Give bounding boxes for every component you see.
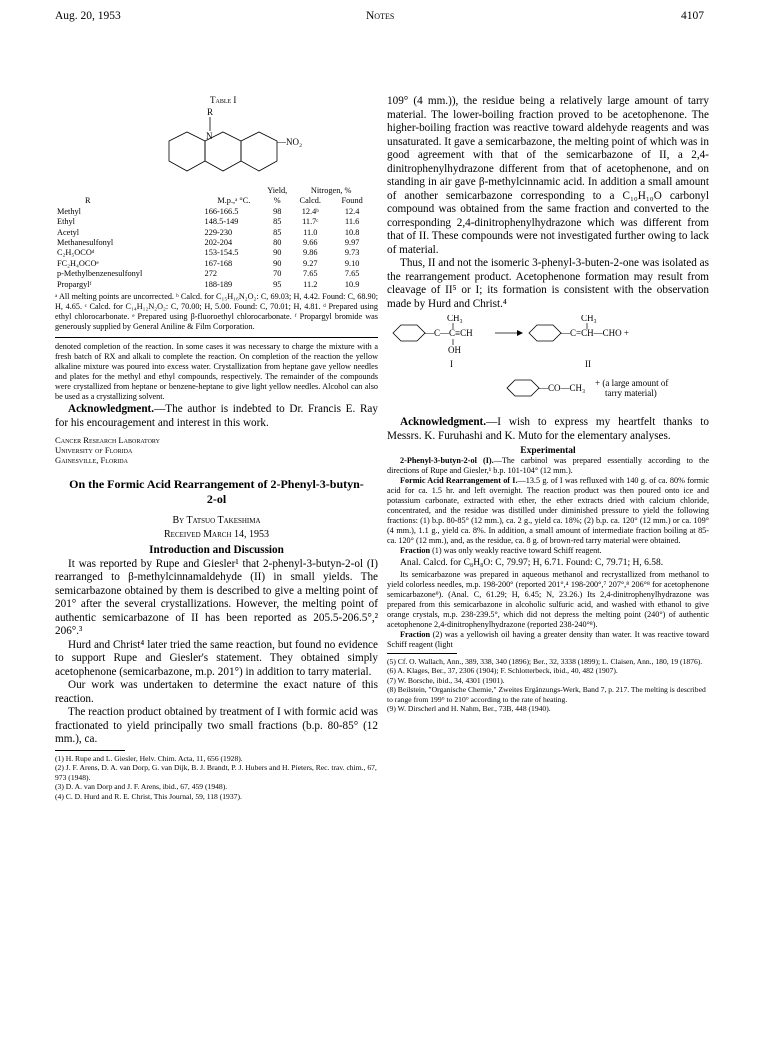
- left-acknowledgment: [55, 403, 378, 430]
- left-column: [55, 95, 378, 802]
- col-calcd: Calcd.: [299, 196, 321, 206]
- col-nitrogen: Nitrogen, %: [310, 186, 352, 195]
- cell-r: Methanesulfonyl: [57, 238, 114, 248]
- analysis-line: Anal. Calcd. for C₈H₈O: C, 79.97; H, 6.71. Found: C, 79.71; H, 6.58.: [400, 558, 664, 568]
- cell-calcd: 9.86: [303, 248, 318, 258]
- exp-label: Formic Acid Rearrangement of I.: [400, 476, 518, 485]
- ack-label: Acknowledgment.: [400, 416, 487, 428]
- table-block: [55, 95, 378, 332]
- running-section: Notes: [366, 10, 395, 22]
- table-row: [55, 207, 373, 217]
- affiliation-line: Cancer Research Laboratory: [55, 435, 160, 446]
- scheme-compound-i: —C—C≡CH: [425, 328, 473, 338]
- table-footnotes: ᵃ All melting points are uncorrected. ᵇ Calcd. for C₁₅H₁₆N₂O₂: C, 69.03; H, 4.42. Found: C, 68.90; H, 4.65. ᶜ Calcd. for C₁₄H₁₂N₂O₂: C, 70.00; H, 5.00. Found: C, 70.01; H, 4.81. ᵈ Prepared using ethyl chlorocarbonate. ᵉ Prepared using β-fluoroethyl chlorocarbonate. ᶠ Propargyl bromide was generously supplied by General Aniline & Film Corporation.: [55, 292, 378, 332]
- cell-r: p-Methylbenzenesulfonyl: [57, 269, 143, 279]
- cell-found: 9.10: [344, 258, 360, 268]
- cell-yield: 90: [273, 258, 282, 268]
- cell-r: Propargylᶠ: [57, 279, 92, 289]
- table-row: [55, 217, 373, 227]
- scheme-tarry2: tarry material): [605, 388, 657, 398]
- cell-mp: 153-154.5: [204, 248, 239, 258]
- experimental-continued: denoted completion of the reaction. In some cases it was necessary to charge the mixture with a fresh batch of RX and alkali to complete the reaction. On completion of the reaction the yellow alkaline mixture was poured into excess water. Crystallization from heptane gave yellow needles and plates for the methyl and ethyl compounds, respectively. The remainder of the compounds were crystallized from heptane or benzene-heptane to give light yellow needles. Alcohol can also be used as a crystallizing solvent.: [55, 342, 378, 402]
- reaction-scheme: [387, 315, 709, 411]
- cell-calcd: 9.27: [303, 258, 318, 268]
- experimental-para: [387, 630, 709, 650]
- experimental-heading: Experimental: [520, 446, 576, 456]
- table-row: [55, 280, 373, 290]
- footnote: (1) H. Rupe and L. Giesler, Helv. Chim. Acta, 11, 656 (1928).: [55, 753, 243, 763]
- intro-paragraph: Our work was undertaken to determine the exact nature of this reaction.: [55, 679, 378, 705]
- right-acknowledgment: [387, 416, 709, 443]
- footnote: (4) C. D. Hurd and R. E. Christ, This Journal, 59, 118 (1937).: [55, 792, 242, 802]
- cell-mp: 188-189: [204, 279, 233, 289]
- cell-found: 10.8: [344, 227, 360, 237]
- article-title: On the Formic Acid Rearrangement of 2-Phenyl-3-butyn-2-ol: [69, 476, 364, 506]
- cell-calcd: 11.7ᶜ: [302, 217, 319, 227]
- table-divider: [55, 337, 378, 338]
- table-row: [55, 259, 373, 269]
- table-row: [55, 269, 373, 279]
- cell-found: 7.65: [344, 269, 360, 279]
- intro-paragraph: It was reported by Rupe and Giesler¹ that 2-phenyl-3-butyn-2-ol (I) rearranged to β-methylcinnamaldehyde (II) in small yields. The semicarbazone obtained by them is described to give a melting point of 201° after the several crystallizations. However, the melting point of authentic semicarbazone of II has been reported as 205.5-206.5°,² 206°.³: [55, 557, 378, 638]
- author-line: By Tatsuo Takeshima: [172, 514, 261, 526]
- affiliation-line: Gainesville, Florida: [55, 455, 128, 466]
- cell-r: Acetyl: [57, 227, 80, 237]
- cell-mp: 166-166.5: [204, 206, 239, 216]
- running-date: Aug. 20, 1953: [55, 10, 121, 22]
- cell-yield: 70: [273, 269, 282, 279]
- exp-text: —The carbinol was prepared essentially according to the directions of Rupe and Giesler,¹ b.p. 101-104° (12 mm.).: [387, 456, 709, 475]
- ack-text: —I wish to express my heartfelt thanks to Messrs. K. Furuhashi and K. Muto for the elementary analyses.: [387, 416, 709, 442]
- struct-no2: —NO₂: [277, 137, 303, 147]
- cell-mp: 229-230: [204, 227, 233, 237]
- page-number: 4107: [681, 10, 704, 22]
- received-date: Received March 14, 1953: [164, 528, 269, 540]
- scheme-label-i: I: [450, 359, 453, 369]
- struct-r: R: [207, 107, 214, 117]
- experimental-para: [387, 546, 709, 556]
- cell-found: 9.97: [344, 238, 360, 248]
- footnote: (6) A. Klages, Ber., 37, 2306 (1904); F. Schlotterbeck, ibid., 40, 482 (1907).: [387, 666, 618, 676]
- discussion-paragraph: Thus, II and not the isomeric 3-phenyl-3-buten-2-one was isolated as the rearrangement product. Acetophenone formation may result from cleavage of II⁵ or I; its formation is consistent with the observation made by Hurd and Christ.⁴: [387, 257, 709, 310]
- scheme-ch3b: CH₃: [581, 315, 597, 323]
- col-found: Found: [341, 196, 363, 206]
- scheme-compound-ii: —C=CH—CHO +: [561, 328, 629, 338]
- col-mp: M.p.,ᵃ °C.: [217, 196, 251, 206]
- col-r: R: [85, 196, 91, 206]
- experimental-para: [387, 456, 709, 476]
- experimental-para: [387, 476, 709, 546]
- cell-calcd: 12.4ᵇ: [301, 206, 319, 216]
- cell-yield: 98: [273, 206, 282, 216]
- cell-found: 10.9: [344, 279, 360, 289]
- right-column: [387, 95, 709, 714]
- ack-text: —The author is indebted to Dr. Francis E. Ray for his encouragement and interest in this work.: [55, 403, 378, 429]
- cell-yield: 85: [273, 217, 282, 227]
- footnote-rule: [55, 750, 125, 751]
- exp-text: (2) was a yellowish oil having a greater density than water. It was reactive toward Schiff reagent (light: [387, 629, 709, 649]
- col-yield: Yield, %: [267, 186, 288, 206]
- scheme-label-ii: II: [585, 359, 591, 369]
- footnote-rule: [387, 653, 457, 654]
- cell-calcd: 7.65: [303, 269, 318, 279]
- exp-text: (1) was only weakly reactive toward Schiff reagent.: [430, 546, 602, 555]
- scheme-ch3: CH₃: [447, 315, 463, 323]
- discussion-paragraph: 109° (4 mm.)), the residue being a relatively large amount of tarry material. The lower-boiling fraction proved to be acetophenone. The higher-boiling fraction was reactive toward aldehyde reagents and was unsaturated. It gave a semicarbazone, the melting point of which was in good agreement with that of the semicarbazone of II, a 2,4-dinitrophenylhydrazone different from that of acetophenone, and on standing in air gave β-methylcinnamic acid. In addition a small amount of another semicarbazone corresponding to a C₁₀H₁₀O carbonyl compound was obtained from the same fraction and converted to the corresponding 2,4-dinitrophenylhydrazone which was different from that of II. These compounds were not investigated further owing to lack of material.: [387, 95, 709, 256]
- cell-r: Ethyl: [57, 217, 75, 227]
- scheme-acetophenone: —CO—CH₃: [539, 383, 586, 393]
- exp-text: —13.5 g. of I was refluxed with 140 g. of ca. 80% formic acid for ca. 1.5 hr. and left overnight. The reaction product was then poured onto ice and potassium carbonate, extracted with ether, the ether extracts dried with calcium chloride, concentrated, and the residue was distilled under diminished pressure to yield the following fractions: (1) b.p. 80-85° (12 mm.), ca. 2 g., yield ca. 18%; (2) b.p. ca. 120° (12 mm.) or ca. 109° (4 mm.), 1.1 g., yield ca. 8%. In addition, a small amount of intermediate fraction boiling at 85-ca. 120° (12 mm.), and, as the residue, ca. 8 g. of brown-red tarry material were obtained.: [387, 476, 709, 545]
- footnote: (8) Beilstein, "Organische Chemie," Zweites Ergänzungs-Werk, Band 7, p. 217. The melting is described to range from 199° to 210° according to the rate of heating.: [387, 685, 706, 704]
- exp-label: Fraction: [400, 629, 431, 639]
- struct-n: N: [206, 131, 213, 141]
- footnote: (7) W. Borsche, ibid., 34, 4301 (1901).: [387, 675, 505, 685]
- cell-r: Methyl: [57, 206, 81, 216]
- cell-calcd: 9.66: [303, 238, 318, 248]
- cell-found: 11.6: [345, 217, 360, 227]
- cell-yield: 90: [273, 248, 282, 258]
- cell-mp: 148.5-149: [204, 217, 239, 227]
- results-table: [55, 186, 373, 290]
- footnote: (9) W. Dirscherl and H. Nahm, Ber., 73B, 448 (1940).: [387, 704, 551, 714]
- section-heading: Introduction and Discussion: [149, 543, 284, 556]
- cell-calcd: 11.0: [303, 227, 318, 237]
- scheme-oh: OH: [448, 345, 461, 355]
- intro-paragraph: Hurd and Christ⁴ later tried the same reaction, but found no evidence to support Rupe and Giesler's statement. They obtained simply acetophenone (semicarbazone, m.p. 201°) in addition to tarry material.: [55, 638, 378, 678]
- scheme-tarry: + (a large amount of: [595, 378, 669, 388]
- experimental-para: Its semicarbazone was prepared in aqueous methanol and recrystallized from methanol to yield colorless needles, m.p. 198-200° (reported 201°,⁴ 198-200°,⁷ 207°,⁸ 206°⁸ for acetophenone semicarbazone⁹). (Anal. C, 61.29; H, 6.45; N, 23.26.) Its 2,4-dinitrophenylhydrazone was prepared from this semicarbazone in alcoholic sulfuric acid, and washed with ethanol to give orange crystals, m.p. 238-239.5°, which did not depress the melting point (240°) of authentic acetophenone 2,4-dinitrophenylhydrazone (reported 238-240°⁸).: [387, 569, 709, 629]
- intro-paragraph: The reaction product obtained by treatment of I with formic acid was fractionated to yield principally two small fractions (b.p. 80-85° (12 mm.), ca.: [55, 706, 378, 746]
- cell-found: 12.4: [344, 206, 360, 216]
- cell-mp: 202-204: [204, 238, 233, 248]
- cell-r: FC₂H₄OCOᵉ: [57, 258, 99, 268]
- footnote: (2) J. F. Arens, D. A. van Dorp, G. van Dijk, B. J. Brandt, P. J. Hubers and H. Pieters, Rec. trav. chim., 67, 973 (1948).: [55, 763, 377, 782]
- cell-mp: 167-168: [204, 258, 233, 268]
- cell-found: 9.73: [344, 248, 360, 258]
- table-row: [55, 248, 373, 258]
- footnote: (3) D. A. van Dorp and J. F. Arens, ibid., 67, 459 (1948).: [55, 782, 228, 792]
- table-title: Table I: [210, 95, 237, 105]
- affiliation: [55, 435, 378, 466]
- exp-label: 2-Phenyl-3-butyn-2-ol (I).: [400, 456, 494, 465]
- footnote: (5) Cf. O. Wallach, Ann., 389, 338, 340 (1896); Ber., 32, 3338 (1899); L. Claisen, Ann., 180, 19 (1876).: [387, 656, 703, 666]
- cell-yield: 95: [273, 279, 282, 289]
- acridine-structure: [55, 105, 378, 181]
- affiliation-line: University of Florida: [55, 445, 133, 456]
- cell-r: C₂H₅OCOᵈ: [57, 248, 95, 258]
- cell-yield: 85: [273, 227, 282, 237]
- table-row: [55, 228, 373, 238]
- cell-mp: 272: [204, 269, 217, 279]
- ack-label: Acknowledgment.: [68, 403, 155, 416]
- cell-calcd: 11.2: [303, 279, 318, 289]
- exp-label: Fraction: [400, 546, 431, 555]
- cell-yield: 80: [273, 238, 282, 248]
- table-row: [55, 238, 373, 248]
